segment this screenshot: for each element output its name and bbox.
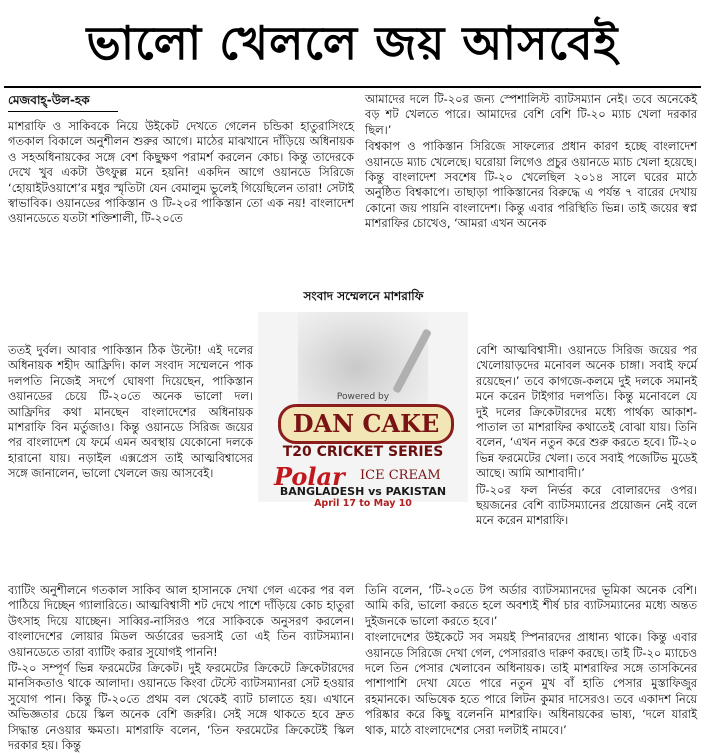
- article-column-right-mid: [476, 343, 697, 530]
- photo-caption: সংবাদ সম্মেলনে মাশরাফি: [303, 289, 424, 303]
- article-column-left-bottom: [8, 583, 354, 754]
- article-column-left-mid: [8, 343, 253, 483]
- byline: মেজবাহ্-উল-হক: [8, 93, 90, 107]
- ad-dates: April 17 to May 10: [314, 498, 412, 509]
- ad-teams: BANGLADESH vs PAKISTAN: [279, 485, 447, 498]
- paragraph: ততই দুর্বল। আবার পাকিস্তান ঠিক উল্টো! এই দলের অধিনায়ক শহীদ আফ্রিদি। কাল সংবাদ সম্মেলনে পাক দলপতি নিজেই সদর্পে ঘোষণা দিয়েছেন, পাকিস্তান ওয়ানডের চেয়ে টি-২০তে অনেক ভালো দল। আফ্রিদির কথা মানছেন বাংলাদেশের অধিনায়ক মাশরাফি বিন মর্তুজাও। কিন্তু ওয়ানডে সিরিজ জয়ের পর বাংলাদেশ যে ফর্মে এমন অবস্থায় যেকোনো দলকে হারানো যায়। নড়াইল এক্সপ্রেস তাই আত্মবিশ্বাসের সঙ্গে জানালেন, ভালো খেললে জয় আসবেই।: [8, 343, 253, 481]
- article-column-right-bottom: [365, 583, 697, 739]
- paragraph: তিনি বলেন, ‘টি-২০তে টপ অর্ডার ব্যাটসম্যানদের ভূমিকা অনেক বেশি। আমি করি, ভালো করতে হলে অবশ্যই শীর্ষ চার ব্যাটসম্যানের মধ্যে অন্তত দুইজনকে ভালো করতে হবে।’: [365, 583, 697, 628]
- ad-brand-logo: DAN CAKE: [278, 404, 454, 444]
- byline-underline: [8, 111, 118, 112]
- paragraph: ব্যাটিং অনুশীলনে গতকাল সাকিব আল হাসানকে দেখা গেল একের পর বল পাঠিয়ে দিচ্ছেন গ্যালারিতে। আত্মবিশ্বাসী শট দেখে পাশে দাঁড়িয়ে কোচ হাতুরা উৎসাহ দিয়ে যাচ্ছেন। সাব্বির-নাসিরও পরে সাকিবকে অনুসরণ করলেন। বাংলাদেশের লোয়ার মিডল অর্ডারের ভরসাই তো এই তিন ব্যাটসম্যান। ওয়ানডেতে তারা ব্যাটিং করার সুযোগই পাননি!: [8, 583, 354, 659]
- ad-sponsor-name: Polar: [274, 462, 345, 491]
- article-column-right-top: [365, 92, 697, 233]
- paragraph: বাংলাদেশের উইকেটে সব সময়ই স্পিনারদের প্রাধান্য থাকে। কিন্তু এবার ওয়ানডে সিরিজে দেখা গেল, পেসাররাও দারুণ করছে। তাই টি-২০ ম্যাচেও দলে তিন পেসার খেলাবেন অধিনায়ক। তাই মাশরাফির সঙ্গে তাসকিনের পাশাপাশি দেখা যেতে পারে নতুন মুখ বাঁ হাতি পেসার মুস্তাফিজুর রহমানকে। অভিষেক হতে পারে লিটন কুমার দাসেরও। তবে একাদশ নিয়ে পরিষ্কার করে কিছু বলেননি মাশরাফি। অধিনায়কের ভাষ্য, ‘দলে যারাই থাক, মাঠে বাংলাদেশের সেরা দলটাই নামবে।’: [365, 630, 697, 737]
- paragraph: বেশি আত্মবিশ্বাসী। ওয়ানডে সিরিজ জয়ের পর খেলোয়াড়দের মনোবল অনেক চাঙ্গা। সবাই ফর্মে রয়েছেন।’ তবে কাগজে-কলমে দুই দলকে সমানই মনে করেন টাইগার দলপতি। কিন্তু মনোবলে যে দুই দলের ক্রিকেটারদের মধ্যে পার্থক্য আকাশ-পাতাল তা মাশরাফির কথাতেই বোঝা যায়। তিনি বলেন, ‘এখন নতুন করে শুরু করতে হবে। টি-২০ ভিন্ন ফরমেটের খেলা। তবে সবাই পজেটিভ মুডেই আছে। আমি আশাবাদী।’: [476, 343, 697, 481]
- ad-series-name: T20 CRICKET SERIES: [282, 444, 444, 460]
- paragraph: টি-২০র ফল নির্ভর করে বোলারদের ওপর। ছয়জনের বেশি ব্যাটসম্যানের প্রয়োজন নেই বলে মনে করেন মাশরাফি।: [476, 482, 697, 528]
- paragraph: টি-২০ সম্পূর্ণ ভিন্ন ফরমেটের ক্রিকেট। দুই ফরমেটের ক্রিকেটে ক্রিকেটারদের মানসিকতাও থাকে আলাদা। ওয়ানডে কিংবা টেস্টে ব্যাটসম্যানরা সেট হওয়ার সুযোগ পান। কিন্তু টি-২০তে প্রথম বল থেকেই ব্যাট চালাতে হয়। এখানে অভিজ্ঞতার চেয়ে স্কিল অনেক বেশি জরুরি। সেই সঙ্গে থাকতে হবে দ্রুত সিদ্ধান্ত নেওয়ার ক্ষমতা। মাশরাফি বলেন, ‘তিন ফরমেটের ক্রিকেটেই স্কিল দরকার হয়। কিন্তু: [8, 661, 354, 753]
- headline-rule: [4, 86, 701, 88]
- ad-powered-by: Powered by: [336, 392, 390, 402]
- paragraph: আমাদের দলে টি-২০র জন্য স্পেশালিস্ট ব্যাটসম্যান নেই। তবে অনেকেই বড় শট খেলতে পারে। আমাদের বেশি বেশি টি-২০ ম্যাচ খেলা দরকার ছিল।’: [365, 92, 697, 137]
- paragraph: মাশরাফি ও সাকিবকে নিয়ে উইকেট দেখতে গেলেন চন্ডিকা হাতুরাসিংহে গতকাল বিকালে অনুশীলন শুরুর আগে। মাঠের মাঝখানে দাঁড়িয়ে অধিনায়ক ও সহঅধিনায়কের সঙ্গে বেশ কিছুক্ষণ পরামর্শ করলেন কোচ। কিন্তু তাদেরকে দেখে খুব একটা উৎফুল্ল মনে হয়নি! একদিন আগে ওয়ানডে সিরিজে ‘হোয়াইটওয়াশে’র মধুর স্মৃতিটা যেন বেমালুম ভুলেই গিয়েছিলেন তারা! সেটাই স্বাভাবিক। ওয়ানডের পাকিস্তান ও টি-২০র পাকিস্তান তো এক নয়! বাংলাদেশ ওয়ানডেতে যতটা শক্তিশালী, টি-২০তে: [8, 119, 354, 226]
- ad-sponsor-tagline: ICE CREAM: [360, 468, 441, 483]
- sponsor-advertisement: [258, 312, 468, 509]
- article-column-left-top: [8, 119, 354, 228]
- paragraph: বিশ্বকাপ ও পাকিস্তান সিরিজে সাফল্যের প্রধান কারণ হচ্ছে বাংলাদেশ ওয়ানডে ম্যাচ খেলেছে। ঘরোয়া লিগেও প্রচুর ওয়ানডে ম্যাচ খেলা হয়েছে। কিন্তু বাংলাদেশ সবশেষ টি-২০ খেলেছিল ২০১৪ সালে ঘরের মাঠে অনুষ্ঠিত বিশ্বকাপে। তাছাড়া পাকিস্তানের বিরুদ্ধে এ পর্যন্ত ৭ বারের দেখায় কোনো জয় পায়নি বাংলাদেশ। কিন্তু এবার পরিস্থিতি ভিন্ন। তাই জয়ের স্বপ্ন মাশরাফির চোখেও, ‘আমরা এখন অনেক: [365, 139, 697, 231]
- headline: ভালো খেললে জয় আসবেই: [86, 16, 619, 70]
